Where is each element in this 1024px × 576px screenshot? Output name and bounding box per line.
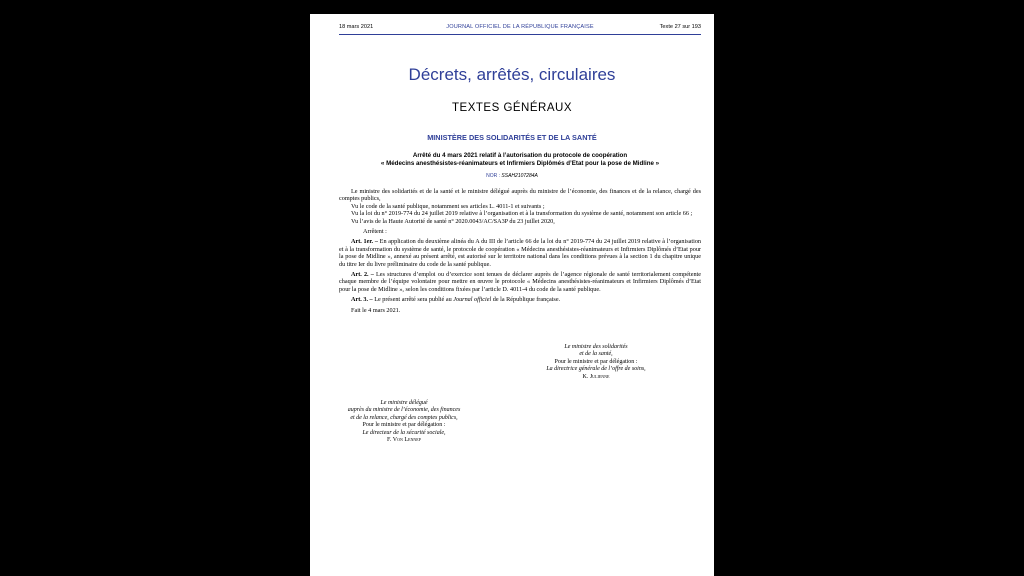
article-2 (339, 271, 701, 293)
fait-date: Fait le 4 mars 2021. (351, 306, 401, 314)
header-journal-title: JOURNAL OFFICIEL DE LA RÉPUBLIQUE FRANÇAISE (446, 24, 594, 30)
visa-loi-2019: Vu la loi du n° 2019-774 du 24 juillet 2019 relative à l’organisation et à la transformation du système de santé, notamment son article 66 ; (351, 210, 693, 218)
sig-left-line-4: Pour le ministre et par délégation : (362, 422, 446, 429)
article-2-label: Art. 2. – (351, 271, 374, 279)
article-3 (339, 296, 701, 303)
sig-right-name: K. Julienne (582, 373, 610, 380)
nor-value: SSAH2107284A (501, 173, 538, 179)
sig-right-line-2: et de la santé, (579, 351, 613, 358)
article-3-text-post: de la République française. (492, 296, 561, 304)
header-text-number: Texte 27 sur 193 (659, 24, 701, 30)
preamble-paragraph: Le ministre des solidarités et de la santé et le ministre délégué auprès du ministre de l’économie, des finances et de la relance, chargé des comptes publics, (339, 188, 701, 203)
decree-title-line-2: « Médecins anesthésistes-réanimateurs et Infirmiers Diplômés d’Etat pour la pose de Midline » (380, 160, 660, 167)
visa-avis-has: Vu l’avis de la Haute Autorité de santé n° 2020.0043/AC/SA3P du 23 juillet 2020, (351, 217, 555, 225)
sig-left-name: F. Von Lennep (387, 437, 421, 444)
sig-right-line-4: La directrice générale de l’offre de soins, (546, 366, 646, 373)
article-1 (339, 238, 701, 268)
ministry-title: MINISTÈRE DES SOLIDARITÉS ET DE LA SANTÉ (427, 133, 597, 142)
article-3-label: Art. 3. – (351, 296, 373, 304)
article-3-journal: Journal officiel (453, 296, 492, 304)
article-1-text: En application du deuxième alinéa du A du III de l’article 66 de la loi du n° 2019-774 du 24 juillet 2019 relative à l’organisation et à la transformation du système de santé, le protocole de coopération « Médecins anesthésistes-réanimateurs et Infirmiers Diplômés d’Etat pour la pose de Midline », annexé au présent arrêté, est autorisé sur le territoire national dans les conditions prévues à la section 1 du chapitre unique du titre Ier du livre préliminaire du code de la santé publique. (339, 238, 702, 268)
sig-left-line-5: Le directeur de la sécurité sociale, (362, 429, 446, 436)
decree-title-line-1: Arrêté du 4 mars 2021 relatif à l’autorisation du protocole de coopération (412, 152, 628, 159)
decree-title (340, 152, 700, 168)
sig-left-line-1: Le ministre délégué (380, 400, 428, 406)
sig-left-line-2: auprès du ministre de l’économie, des finances (347, 407, 461, 414)
sig-left-line-3: et de la relance, chargé des comptes publics, (350, 414, 458, 421)
article-3-text-pre: Le présent arrêté sera publié au (374, 296, 452, 304)
arretent: Arrêtent : (363, 228, 387, 236)
article-1-label: Art. 1er. – (351, 238, 378, 246)
sig-right-line-1: Le ministre des solidarités (564, 344, 628, 350)
signature-block-left (324, 400, 484, 444)
visa-code-sante: Vu le code de la santé publique, notamment ses articles L. 4011-1 et suivants ; (351, 202, 545, 210)
nor-label: NOR : (486, 173, 501, 179)
document-page (310, 14, 714, 576)
sig-right-line-3: Pour le ministre et par délégation : (554, 358, 638, 365)
header-date: 18 mars 2021 (339, 24, 374, 30)
page-header (339, 24, 701, 35)
nor-reference (310, 173, 714, 179)
subsection-title: TEXTES GÉNÉRAUX (452, 102, 572, 114)
article-2-text: Les structures d’emploi ou d’exercice sont tenues de déclarer auprès de l’agence régionale de santé territorialement compétente chaque membre de l’équipe volontaire pour mettre en œuvre le protocole « Médecins anesthésistes-réanimateurs et Infirmiers Diplômés d’Etat pour la pose de Midline », selon les conditions fixées par l’article D. 4011-4 du code de la santé publique. (339, 271, 702, 293)
section-title: Décrets, arrêtés, circulaires (408, 65, 616, 84)
document-body (339, 188, 701, 314)
signature-block-right (516, 344, 676, 381)
